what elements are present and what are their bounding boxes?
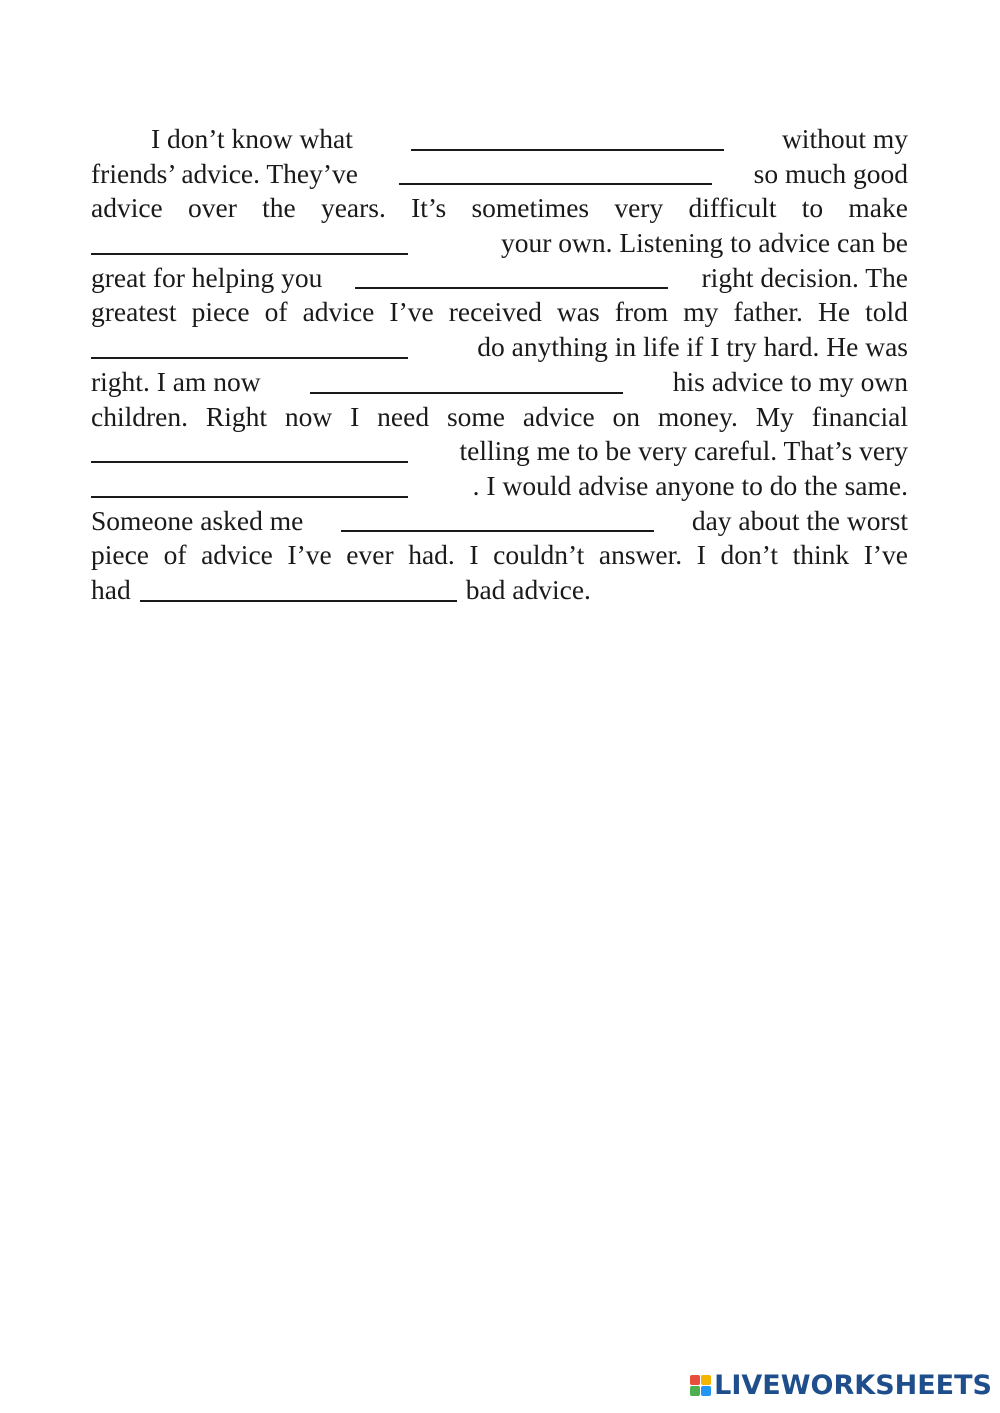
passage-text: had (91, 573, 131, 605)
passage-text: do anything in life if I try hard. He was (477, 331, 908, 363)
answer-blank-6[interactable] (310, 392, 623, 394)
passage-line (91, 400, 908, 435)
answer-blank-4[interactable] (355, 287, 668, 289)
passage-text: his advice to my own (672, 365, 908, 397)
passage-text: advice over the years. It’s sometimes very difficult to make (91, 192, 908, 224)
passage-line (91, 538, 908, 573)
logo-square-l (690, 1375, 700, 1385)
passage-line (91, 122, 908, 157)
passage-text: greatest piece of advice I’ve received was from my father. He told (91, 296, 908, 328)
passage-text: . I would advise anyone to do the same. (472, 469, 908, 501)
exercise-passage (91, 122, 908, 608)
answer-blank-5[interactable] (91, 357, 408, 359)
logo-square-i (701, 1375, 711, 1385)
answer-blank-1[interactable] (411, 149, 724, 151)
passage-line (91, 226, 908, 261)
brand-name: LIVEWORKSHEETS (714, 1370, 992, 1401)
answer-blank-10[interactable] (140, 600, 457, 602)
passage-line (91, 261, 908, 296)
passage-text: great for helping you (91, 261, 323, 293)
passage-text: piece of advice I’ve ever had. I couldn’t answer. I don’t think I’ve (91, 539, 908, 571)
passage-line (91, 504, 908, 539)
answer-blank-8[interactable] (91, 496, 408, 498)
passage-line (91, 330, 908, 365)
answer-blank-3[interactable] (91, 253, 408, 255)
passage-text: Someone asked me (91, 504, 304, 536)
passage-line (91, 191, 908, 226)
passage-text: friends’ advice. They’ve (91, 157, 358, 189)
liveworksheets-logo-icon (690, 1375, 711, 1396)
passage-line (91, 434, 908, 469)
passage-text: bad advice. (465, 573, 591, 605)
passage-line (91, 469, 908, 504)
passage-line (91, 573, 908, 608)
answer-blank-9[interactable] (341, 530, 654, 532)
passage-text: your own. Listening to advice can be (500, 227, 908, 259)
passage-line (91, 295, 908, 330)
passage-text: right. I am now (91, 365, 261, 397)
logo-square-v (690, 1386, 700, 1396)
passage-line (91, 365, 908, 400)
logo-square-e (701, 1386, 711, 1396)
liveworksheets-logo (690, 1370, 992, 1401)
passage-text: without my (781, 123, 908, 154)
passage-text: so much good (753, 157, 908, 189)
answer-blank-2[interactable] (399, 183, 712, 185)
passage-text: children. Right now I need some advice on money. My financial (91, 400, 908, 432)
passage-text: day about the worst (691, 504, 908, 536)
passage-text: right decision. The (701, 261, 908, 293)
passage-text: I don’t know what (151, 123, 353, 154)
passage-line (91, 157, 908, 192)
passage-text: telling me to be very careful. That’s very (459, 435, 908, 467)
answer-blank-7[interactable] (91, 461, 408, 463)
